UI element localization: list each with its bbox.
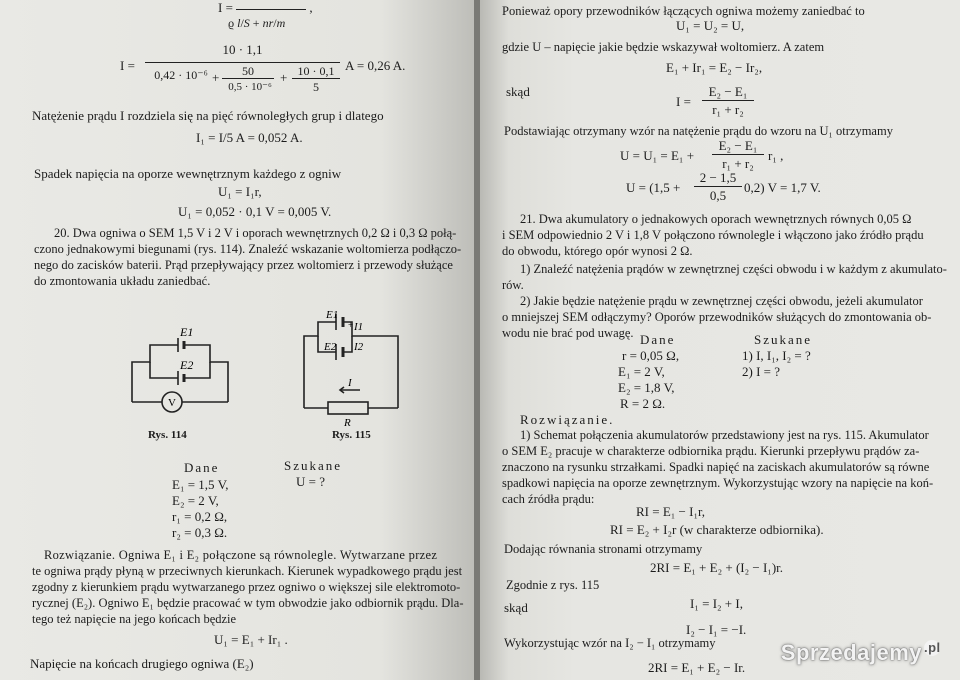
dane-item: E₁ = 2 V, <box>618 364 665 379</box>
solution-line: te ogniwa prądy płyną w przeciwnych kierunkach. Kierunek wypadkowego prądu jest <box>32 564 463 578</box>
szukane-item: U = ? <box>296 474 325 489</box>
paragraph: Natężenie prądu I rozdziela się na pięć równoległych grup i dlatego <box>32 108 384 123</box>
equation-lhs: I = <box>676 94 691 109</box>
equation-tail: r₁ , <box>768 148 784 163</box>
solution-label: Rozwiązanie. <box>520 412 615 427</box>
equation: U₁ = U₂ = U, <box>676 18 745 33</box>
fig115-i-label: I <box>348 377 352 389</box>
paragraph: skąd <box>504 600 528 615</box>
problem-20-line: czono jednakowymi biegunami (rys. 114). Znaleźć wskazanie woltomierza podłączo- <box>34 242 462 256</box>
problem-21-line: 2) Jakie będzie natężenie prądu w zewnętrznej części obwodu, jeżeli akumulator <box>520 294 923 308</box>
figure-114-circuit <box>120 320 230 425</box>
current-eq-lhs: I = <box>120 58 135 73</box>
problem-20-line: do zmontowania układu zaniedbać. <box>34 274 211 288</box>
solution-line: zgodny z kierunkiem prądu wytwarzanego przez ogniwo o większej sile elektromoto- <box>32 580 461 594</box>
equation-lhs: U = (1,5 + <box>626 180 681 195</box>
equation-tail: 0,2) V = 1,7 V. <box>744 180 821 195</box>
current-eq-den-b-den: 0,5 · 10⁻⁶ <box>228 81 272 93</box>
fig115-r-label: R <box>344 417 351 426</box>
equation-denominator: 0,5 <box>709 188 727 203</box>
fig114-e2-label: E2 <box>180 358 194 372</box>
dane-item: R = 2 Ω. <box>620 396 666 411</box>
paragraph: gdzie U – napięcie jakie będzie wskazywał woltomierz. A zatem <box>502 40 825 54</box>
equation: I₂ − I₁ = −I. <box>686 622 747 637</box>
watermark-suffix: .pl <box>924 640 941 655</box>
solution-line: o SEM E₂ pracuje w charakterze odbiornika prądu. Kierunki przepływu prądów za- <box>502 444 920 458</box>
equation-lhs: U = U₁ = E₁ + <box>620 148 695 163</box>
paragraph: Ponieważ opory przewodników łączących ogniwa możemy zaniedbać to <box>502 4 865 18</box>
solution-line: spadkowi napięcia na oporze zewnętrznym. Wykorzystując wzory na napięcie na koń- <box>502 476 934 490</box>
current-eq-den-c-den: 5 <box>313 80 319 94</box>
problem-21-line: do obwodu, którego opór wynosi 2 Ω. <box>502 244 693 258</box>
figure-115-circuit <box>296 308 406 426</box>
dane-item: r = 0,05 Ω, <box>622 348 680 363</box>
dane-item: E₂ = 2 V, <box>172 493 219 508</box>
dane-item: E₂ = 1,8 V, <box>618 380 675 395</box>
formula-u1-end: U₁ = E₁ + Ir₁ . <box>214 632 288 647</box>
plus-sign: + <box>280 70 288 85</box>
paragraph: Spadek napięcia na oporze wewnętrznym każdego z ogniw <box>34 166 342 181</box>
current-eq-den-c-num: 10 · 0,1 <box>297 64 335 78</box>
szukane-header: Szukane <box>754 332 813 347</box>
solution-line: rycznej (E₂). Ogniwo E₁ będzie pracować w tym obwodzie jako odbiornik prądu. Dla- <box>32 596 464 610</box>
right-page <box>480 0 960 680</box>
problem-21-line: rów. <box>502 278 524 292</box>
dane-header: Dane <box>640 332 676 347</box>
paragraph: Wykorzystując wzór na I₂ − I₁ otrzymamy <box>504 636 716 650</box>
equation-numerator: 2 − 1,5 <box>699 170 737 185</box>
figure-115-caption: Rys. 115 <box>332 429 371 441</box>
equation: RI = E₂ + I₂r (w charakterze odbiornika). <box>610 522 824 537</box>
fig114-e1-label: E1 <box>180 325 194 339</box>
voltmeter-label: V <box>168 397 176 409</box>
fig115-e2-label: E2 <box>324 341 337 353</box>
solution-line: znaczono na rysunku strzałkami. Spadki napięć na zaciskach akumulatorów są równe <box>502 460 930 474</box>
solution-line: Rozwiązanie. Ogniwa E₁ i E₂ połączone są równolegle. Wytwarzane przez <box>44 548 438 562</box>
problem-21-line: wodu nie brać pod uwagę. <box>502 326 634 340</box>
problem-21-line: 21. Dwa akumulatory o jednakowych oporach wewnętrznych równych 0,05 Ω <box>520 212 912 226</box>
equation: I₁ = I₂ + I, <box>690 596 743 611</box>
equation: 2RI = E₁ + E₂ + (I₂ − I₁)r. <box>650 560 784 575</box>
plus-sign: + <box>212 70 220 85</box>
fig115-e1-label: E1 <box>326 309 339 321</box>
left-page <box>0 0 476 680</box>
szukane-header: Szukane <box>284 458 343 473</box>
fraction-bar <box>145 62 340 63</box>
paragraph: Zgodnie z rys. 115 <box>506 578 600 592</box>
fraction-bar <box>694 186 742 187</box>
current-eq-den-b-num: 50 <box>242 64 254 78</box>
problem-21-line: o mniejszej SEM odłączymy? Oporów przewodników służących do zmontowania ob- <box>502 310 932 324</box>
formula-u1: U₁ = I₁r, <box>218 184 262 199</box>
solution-line: cach źródła prądu: <box>502 492 595 506</box>
watermark-text: Sprzedajemy <box>780 640 922 665</box>
watermark-logo <box>781 640 940 666</box>
fraction-bar <box>702 100 754 101</box>
solution-line: tego też napięcie na jego końcach będzie <box>32 612 237 626</box>
current-eq-den-a: 0,42 · 10⁻⁶ <box>154 68 208 82</box>
solution-line: 1) Schemat połączenia akumulatorów przedstawiony jest na rys. 115. Akumulator <box>520 428 929 442</box>
paragraph: Podstawiając otrzymany wzór na natężenie prądu do wzoru na U₁ otrzymamy <box>504 124 893 138</box>
current-eq-numerator: 10 · 1,1 <box>222 42 263 57</box>
dane-item: E₁ = 1,5 V, <box>172 477 229 492</box>
dane-item: r₂ = 0,3 Ω. <box>172 525 228 540</box>
paragraph: skąd <box>506 84 530 99</box>
fraction-bar <box>222 78 274 79</box>
fig115-i1-label: I1 <box>354 321 364 333</box>
formula-i1: I₁ = I/5 A = 0,052 A. <box>196 130 303 145</box>
equation-denominator: r₁ + r₂ <box>722 156 754 171</box>
szukane-item: 2) I = ? <box>742 364 781 379</box>
problem-21-line: 1) Znaleźć natężenia prądów w zewnętrznej części obwodu i w każdym z akumulato- <box>520 262 947 276</box>
problem-21-line: i SEM odpowiednio 2 V i 1,8 V połączono równolegle i włączono jako źródło prądu <box>502 228 924 242</box>
equation-denominator: r₁ + r₂ <box>712 102 744 117</box>
szukane-item: 1) I, I₁, I₂ = ? <box>742 348 811 363</box>
equation-numerator: E₂ − E₁ <box>708 84 748 99</box>
figure-114-caption: Rys. 114 <box>148 429 187 441</box>
current-eq-result: A = 0,26 A. <box>345 58 406 73</box>
top-formula-denominator: ϱ l/S + nr/m <box>228 16 286 30</box>
dane-header: Dane <box>184 460 220 475</box>
formula-u1-value: U₁ = 0,052 · 0,1 V = 0,005 V. <box>178 204 332 219</box>
fig115-plus-label: + <box>348 320 354 330</box>
problem-20-line: nego do zacisków baterii. Prąd przepływający przez woltomierz i przewody służące <box>34 258 453 272</box>
fraction-bar <box>292 78 340 79</box>
problem-20-line: 20. Dwa ogniwa o SEM 1,5 V i 2 V i oporach wewnętrznych 0,2 Ω i 0,3 Ω połą- <box>54 226 457 240</box>
fraction-bar <box>712 154 764 155</box>
paragraph: Dodając równania stronami otrzymamy <box>504 542 703 556</box>
equation-numerator: E₂ − E₁ <box>718 138 758 153</box>
equation: 2RI = E₁ + E₂ − Ir. <box>648 660 746 675</box>
paragraph: Napięcie na końcach drugiego ogniwa (E₂) <box>30 656 254 671</box>
dane-item: r₁ = 0,2 Ω, <box>172 509 228 524</box>
fig115-i2-label: I2 <box>354 341 364 353</box>
top-formula-fragment: I = , <box>218 0 313 15</box>
equation: E₁ + Ir₁ = E₂ − Ir₂, <box>666 60 763 75</box>
equation: RI = E₁ − I₁r, <box>636 504 706 519</box>
